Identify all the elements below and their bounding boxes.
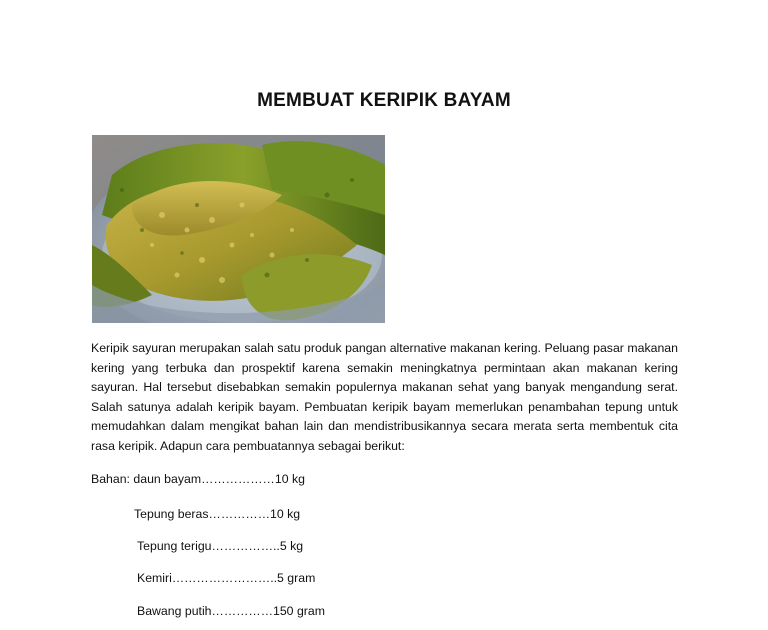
ingredient-daun-bayam: Bahan: daun bayam………………10 kg bbox=[91, 472, 305, 486]
ingredient-tepung-beras: Tepung beras……………10 kg bbox=[134, 507, 301, 521]
ingredient-kemiri: Kemiri……………………..5 gram bbox=[137, 571, 316, 585]
ingredient-bawang-putih: Bawang putih……………150 gram bbox=[137, 604, 325, 618]
document-title: MEMBUAT KERIPIK BAYAM bbox=[257, 90, 511, 111]
intro-paragraph: Keripik sayuran merupakan salah satu produk pangan alternative makanan kering. Peluang pasar makanan kering yang terbuka dan prospektif karena semakin meningkatnya permintaan akan makanan kering sayuran. Hal tersebut disebabkan semakin populernya makanan sehat yang banyak mengandung serat. Salah satunya adalah keripik bayam. Pembuatan keripik bayam memerlukan penambahan tepung untuk memudahkan dalam mengikat bahan lain dan mendistribusikannya secara merata serta membentuk cita rasa keripik. Adapun cara pembuatannya sebagai berikut: bbox=[91, 341, 678, 453]
ingredient-tepung-terigu: Tepung terigu……………..5 kg bbox=[137, 539, 304, 553]
